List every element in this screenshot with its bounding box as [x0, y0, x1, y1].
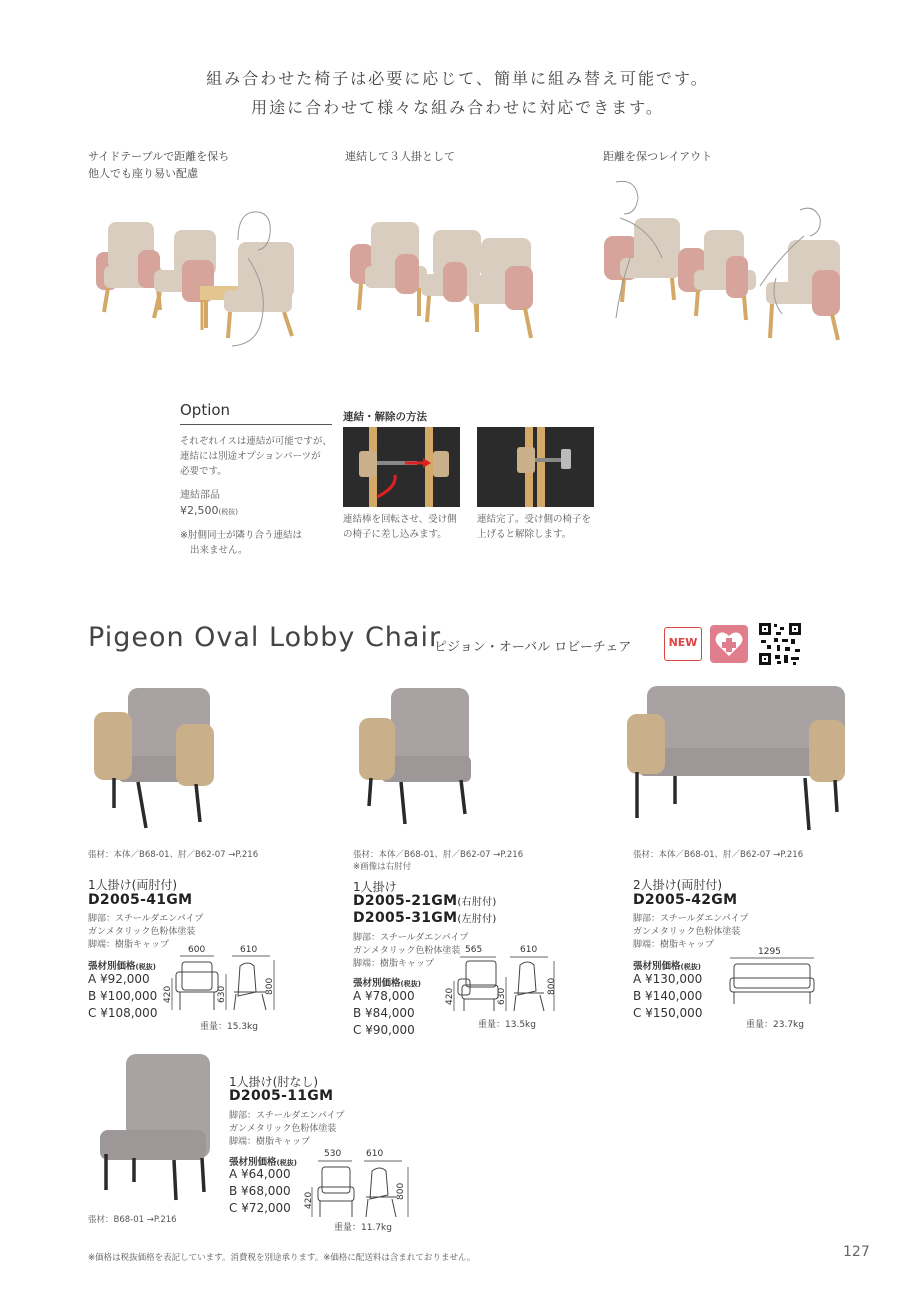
item-1-height: 800 [265, 977, 275, 995]
item-4-prices: A ¥64,000 B ¥68,000 C ¥72,000 [229, 1167, 291, 1215]
item-4-height: 800 [396, 1182, 406, 1200]
item-2-weight: 重量：13.5kg [478, 1020, 536, 1030]
qr-code-icon[interactable] [757, 621, 803, 667]
item-1-price-head: 張材別価格(税抜) [88, 961, 156, 972]
item-1-prices: A ¥92,000 B ¥100,000 C ¥108,000 [88, 972, 158, 1020]
item-2-note: ※画像は右肘付 [353, 862, 412, 872]
item-4-depth: 610 [366, 1149, 384, 1159]
method-step-2-photo [477, 427, 594, 507]
product-photo-d2005-11gm [96, 1054, 214, 1202]
item-1-fabric: 張材：本体／B68-01、肘／B62-07 →P.216 [88, 850, 259, 860]
footer-note: ※価格は税抜価格を表記しています。消費税を別途承ります。※価格に配送料は含まれておりません。 [88, 1253, 476, 1263]
item-3-price-head: 張材別価格(税抜) [633, 961, 701, 972]
item-3-width: 1295 [758, 947, 781, 957]
product-photo-d2005-41gm [92, 688, 220, 830]
item-1-width: 600 [188, 945, 206, 955]
option-description: それぞれイスは連結が可能ですが、 連結には別途オプションパーツが 必要です。 [180, 436, 332, 477]
item-4-seat-height: 420 [304, 1191, 314, 1209]
item-2-type: 1人掛け [353, 880, 397, 894]
item-3-model: D2005-42GM [633, 892, 738, 908]
item-2-prices: A ¥78,000 B ¥84,000 C ¥90,000 [353, 989, 415, 1037]
item-1-arm-height: 630 [217, 985, 227, 1003]
item-4-model: D2005-11GM [229, 1088, 334, 1104]
item-4-price-head: 張材別価格(税抜) [229, 1157, 297, 1168]
option-part: 連結部品 ¥2,500(税抜) [180, 490, 238, 517]
layout-caption-1: サイドテーブルで距離を保ち 他人でも座り易い配慮 [88, 150, 230, 180]
layout-caption-3: 距離を保つレイアウト [603, 150, 713, 163]
item-1-depth: 610 [240, 945, 258, 955]
method-step-1-caption: 連結棒を回転させ、受け側 の椅子に差し込みます。 [343, 514, 457, 540]
layout-photo-three-linked [345, 210, 565, 350]
item-3-prices: A ¥130,000 B ¥140,000 C ¥150,000 [633, 972, 703, 1020]
item-2-price-head: 張材別価格(税抜) [353, 978, 421, 989]
item-1-spec: 脚部：スチールダエンパイプ ガンメタリック色粉体塗装 脚端：樹脂キャップ [88, 914, 204, 950]
item-3-fabric: 張材：本体／B68-01、肘／B62-07 →P.216 [633, 850, 804, 860]
item-1-type: 1人掛け(両肘付) [88, 878, 177, 892]
option-divider [180, 424, 332, 425]
method-title: 連結・解除の方法 [343, 411, 427, 423]
layout-photo-side-table [88, 200, 308, 360]
heart-cross-icon [710, 625, 748, 663]
item-3-spec: 脚部：スチールダエンパイプ ガンメタリック色粉体塗装 脚端：樹脂キャップ [633, 914, 749, 950]
item-2-depth: 610 [520, 945, 538, 955]
item-2-spec: 脚部：スチールダエンパイプ ガンメタリック色粉体塗装 脚端：樹脂キャップ [353, 933, 469, 969]
method-step-1-photo [343, 427, 460, 507]
item-2-fabric: 張材：本体／B68-01、肘／B62-07 →P.216 [353, 850, 524, 860]
intro-line-1: 組み合わせた椅子は必要に応じて、簡単に組み替え可能です。 [206, 69, 709, 88]
new-badge: NEW [664, 627, 702, 661]
layout-caption-2: 連結して３人掛として [345, 150, 455, 163]
item-3-type: 2人掛け(両肘付) [633, 878, 722, 892]
page-number: 127 [843, 1244, 870, 1260]
item-4-type: 1人掛け(肘なし) [229, 1075, 318, 1089]
option-note: ※肘側同士が隣り合う連結は 出来ません。 [180, 530, 302, 556]
item-2-arm-height: 630 [497, 987, 507, 1005]
product-photo-d2005-21gm [357, 688, 473, 830]
item-2-seat-height: 420 [445, 987, 455, 1005]
intro-line-2: 用途に合わせて様々な組み合わせに対応できます。 [251, 98, 664, 117]
item-4-weight: 重量：11.7kg [334, 1223, 392, 1233]
layout-photo-distance [600, 178, 850, 358]
item-2-width: 565 [465, 945, 483, 955]
item-4-width: 530 [324, 1149, 342, 1159]
item-3-weight: 重量：23.7kg [746, 1020, 804, 1030]
product-title-jp: ピジョン・オーバル ロビーチェア [434, 640, 632, 655]
method-step-2-caption: 連結完了。受け側の椅子を 上げると解除します。 [477, 514, 592, 540]
item-3-dimension-drawing [726, 956, 818, 1006]
item-2-height: 800 [547, 977, 557, 995]
item-1-weight: 重量：15.3kg [200, 1022, 258, 1032]
option-heading: Option [180, 401, 231, 419]
item-2-model: D2005-21GM(右肘付) [353, 893, 497, 909]
item-4-spec: 脚部：スチールダエンパイプ ガンメタリック色粉体塗装 脚端：樹脂キャップ [229, 1111, 345, 1147]
item-1-model: D2005-41GM [88, 892, 193, 908]
item-1-seat-height: 420 [163, 985, 173, 1003]
product-title: Pigeon Oval Lobby Chair [88, 622, 442, 653]
item-4-fabric: 張材：B68-01 →P.216 [88, 1215, 177, 1225]
product-photo-d2005-42gm [625, 686, 847, 832]
item-2-model-2: D2005-31GM(左肘付) [353, 910, 497, 926]
